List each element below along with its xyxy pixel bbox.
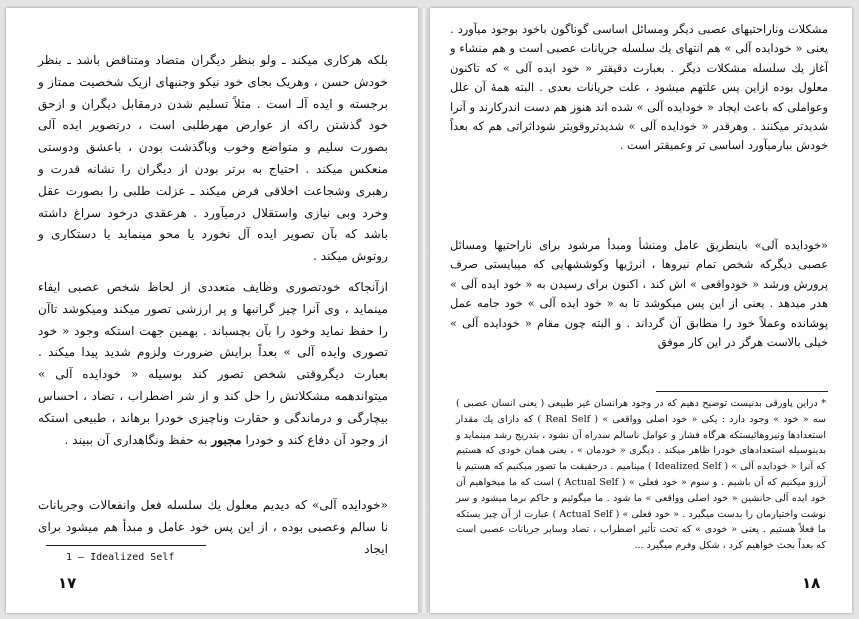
left-paragraph-2 <box>38 277 388 451</box>
left-paragraph-2-text: ازآنجاکه خودتصوری وظایف متعددی از لحاظ شخص عصبی ایفاء مینماید ، وی آنرا چیز گرانبها و پر ارزشی تصور میکند ومیکوشد تاآن را حفظ نماید وخود را بآن بچسباند . بهمین جهت استکه وجود « خود تصوری وایده آلی » بعداً برایش ضرورت ولزوم شدید پیدا میکند . بعبارت دیگروقتی شخص تصور کند بوسیله « خودایده آلی » میتواندهمه مشکلاتش را حل کند و از شر اضطراب ، تضاد ، احساس بیچارگی و درماندگی و حقارت وناچیزی خودرا برهاند ، طبیعی استکه از وجود آن دفاع کند و خودرا <box>38 280 388 447</box>
right-page <box>430 8 852 613</box>
left-page-number: ۱۷ <box>58 574 77 592</box>
left-paragraph-3: «خودایده آلی» که دیدیم معلول یك سلسله فعل وانفعالات وجریانات نا سالم وعصبی بوده ، از این پس خود عامل و مبدأ هم میشود برای ایجاد <box>38 498 388 556</box>
right-paragraph-2: «خودایده آلی» باینطریق عامل ومنشأ ومبدأ مرشود برای ناراحتیها ومسائل عصبی دیگرکه شخص تمام نیروها ، انرژیها وکوششهایی که میبایستی صرف پرورش ورشد « خودواقعی » اش کند ، اکنون برای رسیدن به « خود ایده آلی » هدر میدهد . یعنی از این پس میکوشد تا به « خود ایده آلی » خود جامه عمل پوشانده وعملاً خود را مطابق آن گرداند . و البته چون مقام « خودایده آلی » خیلی بالاست هرگز در این کار موفق <box>450 238 828 350</box>
book-gutter <box>420 8 428 613</box>
right-paragraph-1: مشکلات وناراحتیهای عصبی دیگر ومسائل اساسی گوناگون باخود بوجود میآورد . یعنی « خودایده آلی » هم انتهای یك سلسله جریانات عصبی است و هم منشاء و آغاز یك سلسله مشکلات دیگر . بعبارت دقیقتر « خود ایده آلی » که تاکنون معلول بوده ازاین پس علتهم میشود ، علت جریانات بعدی . البته همهٔ آن علل وعواملی که باعث ایجاد « خودایده آلی » شده اند هنوز هم دست اندرکارند و آنرا شدیدتر میکنند . وهرقدر « خودایده آلی » شدیدتروقویتر شوداثراتی هم که بعداً خودش ببارمیآورد اساسی تر وعمیقتر است . <box>450 22 828 153</box>
right-page-number: ۱۸ <box>802 574 821 592</box>
left-footnote: 1 – Idealized Self <box>66 552 175 563</box>
left-page <box>6 8 418 613</box>
left-paragraph-2-bold: مجبور <box>211 432 242 447</box>
footnote-divider <box>46 545 206 546</box>
left-paragraph-2-end: به حفظ ونگاهداری آن ببیند . <box>64 432 208 447</box>
left-paragraph-1: بلکه هرکاری میکند ـ ولو بنظر دیگران متضاد ومتناقض باشد ـ بنظر خودش حسن ، وهریک بجای خود نیکو وجنبهای ازیک شخصیت ممتاز و برجسته و ایده آلـ است . مثلاً تسلیم شدن درمقابل دیگران و ازحق خود گذشتن راکه از عوارض مهرطلبی است ، درتصویر ایده آلی بصورت سلیم و متواضع وخوب وباگذشت بودن ، باعشق ودوستی منعکس میکند . احتیاج به برتر بودن از دیگران را نشانه قدرت و رهبری وشجاعت اخلاقی فرض میکند ـ عزلت طلبی را بصورت عقل وخرد وبی نیازی واستقلال درمیآورد . هرعقدی درخود سراغ داشته باشد که بآن تصویر ایده آل نخورد یا محو مینماید یا دستکاری و روتوش میکند . <box>38 53 388 264</box>
footnote-divider <box>656 391 828 392</box>
right-footnote: * دراین پاورقی بدنیست توضیح دهیم که در وجود هرانسان غیر طبیعی ( یعنی انسان عصبی ) سه « خود » وجود دارد : یکی « خود اصلی وواقعی » ( Real Self ) که دارای یك مقدار استعدادها ونیروهائیستکه هرگاه فشار و عوامل ناسالم سدراه آن نشود ، بتدریج رشد مینماید و بدینوسیله استعدادهای خودرا ظاهر میکند . دیگری « خودمان » ، یعنی همان خودی که هستیم که آنرا « خودایده آلی » ( Idealized Self ) مینامیم . درحقیقت ما تصور میکنیم که هستیم یا آرزو میکنیم که آن باشیم . و سوم « خود فعلی » ( Actual Self ) است که ما میخواهیم آن خود ایده آلی جانشین « خود اصلی وواقعی » ما شود . ما میگوئیم و حاکم برما میشود و سر نوشت واختیارمان را بدست میگیرد . « خود فعلی » ( Actual Self ) عبارت از آن چیز یستکه ما فعلاً هستیم . یعنی « خودی » که تحت تأثیر اضطراب ، تضاد وسایر جریانات عصبی است که بعداً بحث خواهیم کرد ، شکل وفرم میگیرد ... <box>456 398 827 552</box>
